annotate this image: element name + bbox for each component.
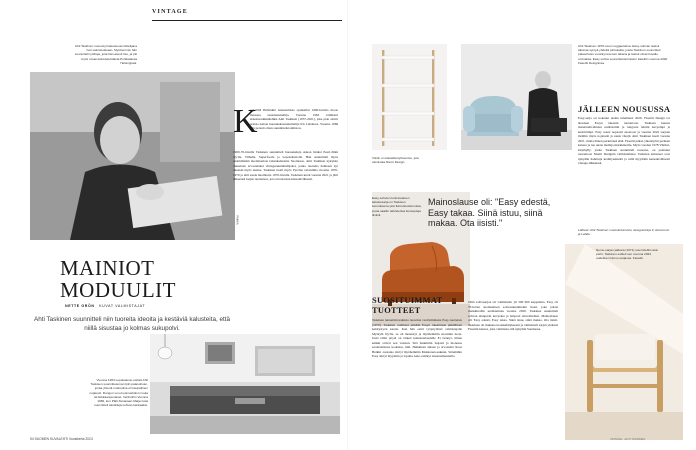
headline-line1: MAINIOT <box>60 256 155 280</box>
shelf-illustration <box>372 44 447 150</box>
byline-photos: KUVAT VALMISTAJAT <box>99 304 146 308</box>
mainos-quote: Mainoslause oli: "Easy edestä, Easy takaa. Siinä istuu, siinä makaa. Ota iisisti." <box>428 197 551 229</box>
top-photo-caption: Ahti Taskinen menestyi kalustesuunnittelijana heti valmistuttuaan. Myöhemmin hän suunnitteli työtiloja, joita hän asusti itse, ja piti myös omaa kalustetehdasta Porkkalassa Helsingissä. <box>74 44 137 65</box>
intro-text: oskelillä Helsinkiä Ateneumissa opiskellut 1960-luvulla moon maasssa sisustustaiteilija. Vuonna 1963 valmistui sisustusarkkitehdiksi Ahti Taskinen (1937-2021), joka pian aloitti uransa Askon huonekalusuunnittelija Iris Lahdessa. Vuonna 1966 hän perusti oman suunnittelutoimiston. <box>250 108 338 130</box>
portrait-photo <box>30 72 235 240</box>
room-illustration <box>150 334 340 434</box>
drop-cap: K <box>233 103 258 140</box>
footer-left: 54 SUOMEN KUVALEHTI Vuosikerta 2024 <box>30 437 93 441</box>
bottom-photo-caption: Vuonna 1964 Lepokalusto esitteli Ahti Taskisen suunnitteleman Ipiri-palasohvan, jonka yhtenä moduulina oli kaupallinen nojatuoli. Rungon voi eli esimerkiksi muuta tai kirkkaanpunaiset. Vanhoihin Vuonna 1966, kun Pälli-Tamaraan Maija Isola suunnitteli tekstiilejä sohvan kankaaksi. <box>89 378 148 408</box>
right-note: Lähteet: Ahti Taskinen muotoilutoimisto, designerkirja fi, Ainoimmin ja Lahde. <box>578 228 670 237</box>
right-column-text: Easy-sarja on kokenut uuden tulemisen 2020. Fasettii Design toi ikonisen Easyn takaisin tuotantoon. Taskisen kanssa materiaalivalinnat uudistettiin ja rungosta tehtiin kevyempi ja kestävämpi. Easy nousi nopeasti suosioon ja vuonna 2022 sarjaan lisättiin myös nojatuoli ja uusia värejä. Ahti Taskinen kuoli vuonna 2021, mutta hänen perintönsä elää. Fasettii jatkaa yhteistyötä perheen kanssa ja tuo uusia malleja markkinoille. Myös vuoden 1978 Viiriini-kirjahylly, jonka Taskinen suunnitteli nuorena, on palannut tuotantoon Niemi Designin valmistamana. Taskisen kalusteet ovat nykyään haluttuja keräilyesineitä ja niitä myydään kansainvälisesti vintage-liikkeissä. <box>578 116 670 165</box>
right-heading: JÄLLEEN NOUSUSSA <box>578 104 671 114</box>
shelf-caption: Viiniin on klassikkotyttöversio, jota valmistaa Niemi Design. <box>372 156 419 165</box>
photo-credit: PAIKKA <box>235 215 239 225</box>
mid-heading-2: TUOTTEET <box>372 306 421 315</box>
shelf-photo <box>372 44 447 150</box>
orange-caption: Easy-sohvien kolmiosainen kalustesarja on Taskisen luomuksena yksi ikimuistoisimmista, jossa saatiin tarkistettua konsepteja tiiviisti. <box>372 196 422 217</box>
section-rule <box>152 20 342 21</box>
blue-chair-illustration <box>461 44 572 150</box>
byline-author: NETTE GRÖN <box>65 304 95 308</box>
page-fold-shadow <box>347 0 348 450</box>
blue-chair-photo <box>461 44 572 150</box>
portrait-caption: Ahti Taskinen 1970-luvun reggaettelua. Easy-sohvan taskut alkoivat syntyä yhdeltä piirtoksilta, joista Taskinen suunnitteli palasohvan vuosikymmenen aikana ja taskut olivat kuvalle ominaisia. Easy sohva suunnittelutoimiston katettiin vuonna 2020 Fasettii Designissa. <box>578 44 668 65</box>
mid-column-text-2: väliä sohvasarjaa oli valmistettu yli 500 000 kappaletta. Easy oli 70-luvun suomalaisen sohvasuunnittelun ikoni, joka palasi markkinoille uudistettuna vuonna 2020. Taskinen suunnitteli sohvan alunperin kevyeksi ja helposti siirrettäväksi. Mainoslause oli: Easy edestä, Easy takaa. Siinä istuu, siinä makaa. Ota iisisti. Taskinen oli mukana tuotekehityksessä ja viimeisteli sarjan yhdessä Fasettin kanssa, joka valmistaa sitä nykyään Suomessa. <box>468 300 558 331</box>
section-label: VINTAGE <box>152 9 188 15</box>
footer-right: VINTAGE · AHTI TASKINEN <box>610 437 646 441</box>
room-photo <box>150 334 340 434</box>
byline <box>65 304 145 308</box>
wood-caption: Nemo-sarjan jakkara (1971) suunniteltiin alun perin. Taskinen esitteli sen vuonna 2024 uudelleen Nemo-sarjassa. Fasettii. <box>596 248 659 261</box>
body-text-col1: 1960-70-luvulla Taskinen suunnitteli huonekaluja Askon lisäksi Peeri-Jätkä Oy:lle, Vilhalle, Superfoorle ja Lepokalustolle. Hän suunnitteli myös ensimmäisiä modulaarisia istuinkalusteita Suomessa. Ahti Taskinen nykyisin tunnetaan arvostetuksi vintagesuunnittelijaksi, jonka tuotteita halutaan nyt takaisin myös uusina. Taskinen tuotti myös Pyrolan valaisimia vuosina 1970-1976 ja ehti saada huomioita 1970-luvulla. Taskinen kuoli vuonna 2021 ja jätti jälkeensä laajan tuotannon, jota arvostetaan kansainvälisesti. <box>233 150 338 181</box>
lede: Ahti Taskinen suunnitteli niin tuoreita ideoita ja kestäviä kalusteita, että niillä sisustaa jo kolmas sukupolvi. <box>34 316 230 332</box>
wood-chair-illustration <box>565 244 683 440</box>
portrait-illustration <box>30 72 235 240</box>
headline-line2: MODUULIT <box>60 278 176 302</box>
wood-chair-photo <box>565 244 683 440</box>
mid-column-text: Taskinen tunnettiin kaikista tuoreista vaativimmasta Easy-tuotteista (1970). Taskinen osallistui pitkään Easyn rakennusta pitkällinen kehitystyön kautta. Kun hän esitti työpöytänsä valmistajalle Myrkylä Oy:lle, se oli menestys ja myöhemmin suosituin tuote. Juuri tämä pöytä on tärkeä kalustetaloudelle Ei tiennyt, miten kaikki ottivat sen vastaan. Sitä hankittiin laajasti ja monessa suomalaisissa kodeissa, mm. Heikkisen aikaan ja arvostettu Rosa Heikki -tuotanto siirtyi myöhemmin Makkonen-sukuun. Sittemmin Easy siirtyi myyntiin ja lopulta Asko esiintyi sisustusmessuilla. <box>372 318 462 358</box>
mid-heading-1: SUOSITUIMMAT <box>372 296 443 305</box>
